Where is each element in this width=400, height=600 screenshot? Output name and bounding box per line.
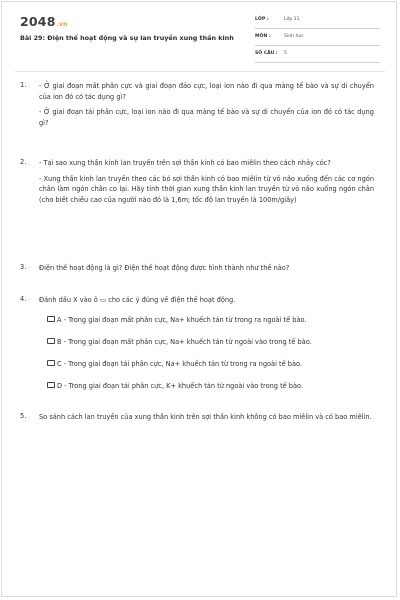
document-title: Bài 29: Điện thế hoạt động và sự lan truyền xung thần kinh — [20, 34, 234, 42]
logo-main: 2048 — [20, 14, 56, 29]
header-divider — [15, 71, 385, 72]
meta-value-subject: Sinh học — [284, 34, 304, 39]
meta-value-count: 5 — [284, 51, 287, 56]
answer-option-d[interactable] — [47, 381, 374, 391]
option-label: D - Trong giai đoạn tái phân cực, K+ khuếch tán từ ngoài vào trong tế bào. — [57, 381, 304, 390]
question-body — [39, 295, 374, 391]
checkbox-icon[interactable] — [47, 382, 55, 388]
question-number: 5. — [20, 412, 27, 420]
question-paragraph: So sánh cách lan truyền của xung thần kinh trên sợi thần kinh không có bao miêlin và có bao miêlin. — [39, 413, 372, 421]
question-paragraph: - Ở giai đoạn tái phân cực, loại ion nào đi qua màng tế bào và sự di chuyển của ion đó có tác dụng gì? — [39, 108, 374, 127]
question-body — [39, 263, 374, 279]
question-number: 1. — [20, 81, 27, 89]
answer-option-b[interactable] — [47, 337, 374, 347]
checkbox-icon[interactable] — [47, 360, 55, 366]
meta-row-count — [255, 48, 380, 63]
option-label: B - Trong giai đoạn mất phân cực, Na+ khuếch tán từ ngoài vào trong tế bào. — [57, 337, 312, 346]
question-number: 3. — [20, 263, 27, 271]
question-paragraph: - Ở giai đoạn mất phân cực và giai đoạn đảo cực, loại ion nào đi qua màng tế bào và sự di chuyển của ion đó có tác dụng gì? — [39, 82, 374, 101]
meta-label-subject: MÔN : — [255, 34, 271, 39]
question-paragraph: - Xung thần kinh lan truyền theo các bó sợi thần kinh có bao miêlin từ vỏ não xuống đến các cơ ngón chân làm ngón chân co lại. Hãy tính thời gian xung thần kinh lan truyền từ vỏ não xuống ngón chân (cho biết chiều cao của người nào đó là 1,6m; tốc độ lan truyền là 100m/giây) — [39, 174, 374, 204]
checkbox-icon[interactable] — [47, 338, 55, 344]
question-number: 4. — [20, 295, 27, 303]
page-header — [0, 0, 400, 70]
question-number: 2. — [20, 158, 27, 166]
option-label: C - Trong giai đoạn tái phân cực, Na+ khuếch tán từ trong ra ngoài tế bào. — [57, 359, 302, 368]
question-body — [39, 412, 374, 428]
question-body — [39, 158, 374, 210]
site-logo[interactable] — [20, 14, 68, 29]
meta-row-subject — [255, 31, 380, 46]
meta-table — [255, 14, 380, 65]
logo-suffix: .vn — [56, 21, 68, 28]
checkbox-icon[interactable] — [47, 316, 55, 322]
question-paragraph: Điện thế hoạt động là gì? Điện thế hoạt động được hình thành như thế nào? — [39, 264, 290, 272]
meta-label-count: SỐ CÂU : — [255, 51, 278, 56]
answer-option-a[interactable] — [47, 315, 374, 325]
meta-row-class — [255, 14, 380, 29]
question-paragraph: - Tại sao xung thần kinh lan truyền trên sợi thần kinh có bao miêlin theo cách nhảy cóc? — [39, 159, 331, 167]
meta-value-class: Lớp 11 — [284, 17, 300, 22]
question-paragraph: Đánh dấu X vào ô ▭ cho các ý đúng về điện thế hoạt động. — [39, 296, 236, 304]
question-body — [39, 81, 374, 133]
meta-label-class: LỚP : — [255, 17, 269, 22]
answer-option-c[interactable] — [47, 359, 374, 369]
option-label: A - Trong giai đoạn mất phân cực, Na+ khuếch tán từ trong ra ngoài tế bào. — [57, 315, 307, 324]
